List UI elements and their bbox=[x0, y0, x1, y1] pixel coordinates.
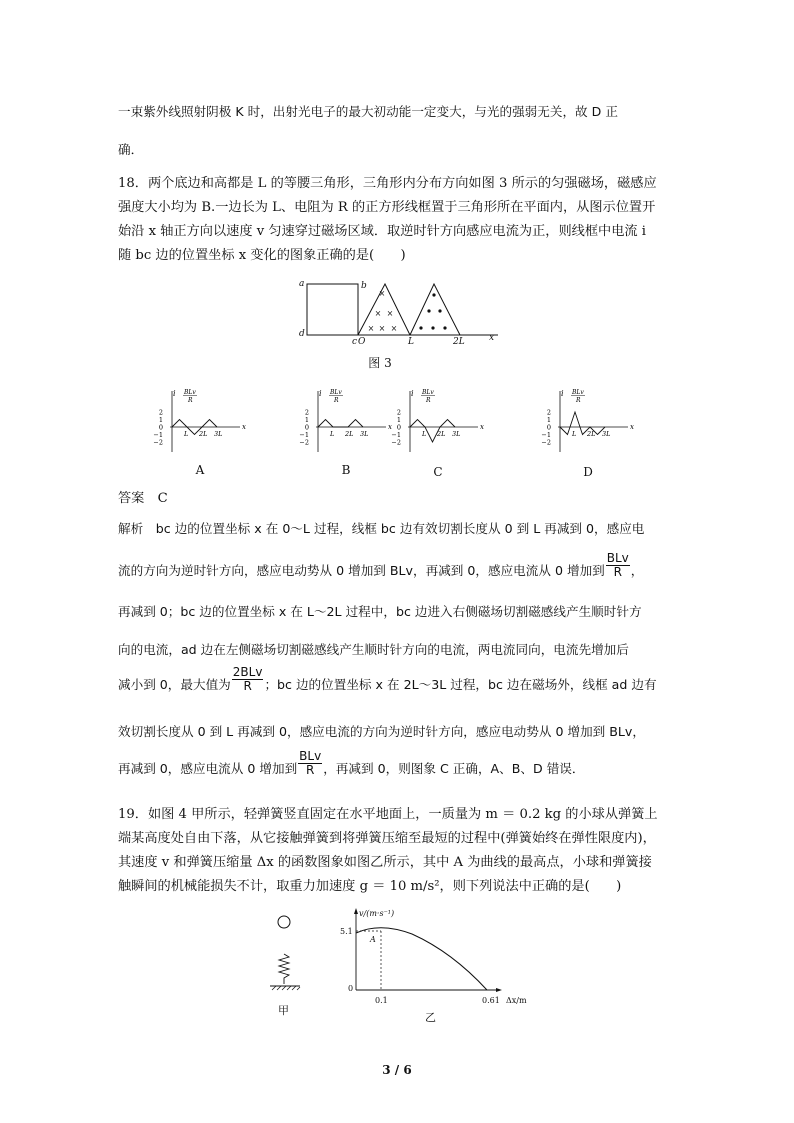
graph-C-ytick: 1 bbox=[396, 416, 401, 424]
graph-A-ytick: 0 bbox=[158, 423, 163, 432]
q18-line-3: 始沿 x 轴正方向以速度 v 匀速穿过磁场区域．取逆时针方向感应电流为正，则线框中电流 i bbox=[118, 224, 646, 239]
graph-C-unit-den: R bbox=[426, 397, 431, 404]
graph-A-xtick: L bbox=[184, 430, 189, 438]
analysis-text-5b: ；bc 边的位置坐标 x 在 2L～3L 过程，bc 边在磁场外，线框 ad 边有 bbox=[264, 677, 657, 692]
graph-D-unit-num: BLv bbox=[572, 389, 584, 396]
graph-C-xtick: 3L bbox=[452, 430, 461, 438]
field-out-of-page-dots bbox=[419, 293, 446, 329]
graph-B-ytick: 1 bbox=[304, 416, 309, 424]
label-b: b bbox=[361, 281, 367, 291]
analysis-line-6: 效切割长度从 0 到 L 再减到 0，感应电流的方向为逆时针方向，感应电动势从 0 增加到 BLv， bbox=[118, 724, 645, 739]
graph-C-ytick: −2 bbox=[391, 438, 401, 447]
q19-line-2: 端某高度处自由下落，从它接触弹簧到将弹簧压缩至最短的过程中(弹簧始终在弹性限度内)， bbox=[118, 831, 656, 846]
label-d: d bbox=[299, 329, 305, 339]
figure-3-caption: 图 3 bbox=[368, 356, 392, 370]
spring bbox=[279, 954, 289, 984]
graph-B-xtick: L bbox=[330, 430, 335, 438]
graph-B-ytick: 0 bbox=[304, 423, 309, 432]
graph-A-x-label: x bbox=[242, 423, 246, 431]
label-2L: 2L bbox=[453, 337, 465, 347]
q19-line-1: 19．如图 4 甲所示，轻弹簧竖直固定在水平地面上，一质量为 m ＝ 0.2 kg 的小球从弹簧上 bbox=[118, 807, 658, 822]
caption-yi: 乙 bbox=[425, 1011, 436, 1024]
option-c-label: C bbox=[433, 465, 443, 479]
ball bbox=[278, 916, 290, 928]
graph-B-unit-num: BLv bbox=[330, 389, 342, 396]
graph-C-xtick: 2L bbox=[437, 430, 446, 438]
label-x: x bbox=[489, 333, 495, 343]
svg-text:×: × bbox=[367, 324, 375, 333]
graph-B-ytick: −1 bbox=[299, 431, 309, 439]
graph-C-curve bbox=[410, 420, 455, 443]
analysis-line-1 bbox=[118, 518, 644, 537]
graph-C-ytick: −1 bbox=[391, 431, 401, 439]
q18-line-4: 随 bc 边的位置坐标 x 变化的图象正确的是( ) bbox=[118, 248, 406, 263]
caption-jia: 甲 bbox=[278, 1004, 289, 1017]
prev-answer-line-1: 一束紫外线照射阴极 K 时，出射光电子的最大初动能一定变大，与光的强弱无关，故 D 正 bbox=[118, 104, 618, 119]
svg-text:×: × bbox=[374, 309, 382, 318]
point-A: A bbox=[370, 935, 376, 944]
graph-B-xtick: 3L bbox=[360, 430, 369, 438]
square-frame bbox=[307, 284, 358, 335]
analysis-label: 解析 bbox=[118, 521, 144, 536]
svg-text:×: × bbox=[378, 324, 386, 333]
graph-D-ytick: 0 bbox=[546, 423, 551, 432]
tick-0-1: 0.1 bbox=[375, 996, 388, 1005]
analysis-line-2 bbox=[118, 551, 644, 579]
q19-line-4: 触瞬间的机械能损失不计，取重力加速度 g ＝ 10 m/s²，则下列说法中正确的是( ) bbox=[118, 879, 622, 894]
graph-B-xtick: 2L bbox=[345, 430, 354, 438]
figure-4-spring-graph bbox=[262, 906, 542, 1024]
field-into-page-crosses bbox=[368, 289, 398, 333]
label-a: a bbox=[299, 279, 305, 289]
option-a-label: A bbox=[195, 463, 205, 477]
graph-D-xtick: 2L bbox=[587, 430, 596, 438]
svg-text:×: × bbox=[378, 289, 386, 298]
tick-5-1: 5.1 bbox=[340, 927, 353, 936]
graph-A-ytick: −1 bbox=[153, 431, 163, 439]
graph-C-ytick: 0 bbox=[396, 423, 401, 432]
fraction-blv-r-2: $\frac{\text{BLv}}{R}$ bbox=[299, 749, 322, 777]
q19-line-3: 其速度 v 和弹簧压缩量 Δx 的函数图象如图乙所示，其中 A 为曲线的最高点，小球和弹簧接 bbox=[118, 855, 652, 870]
graph-C-ytick: 2 bbox=[396, 408, 401, 417]
fraction-blv-r-1: $\frac{\text{BLv}}{R}$ bbox=[606, 551, 629, 579]
graph-C-x-label: x bbox=[480, 423, 484, 431]
graph-C-unit-num: BLv bbox=[422, 389, 434, 396]
graph-D-ytick: −2 bbox=[541, 438, 551, 447]
origin-0: 0 bbox=[348, 984, 354, 993]
analysis-text-5a: 减小到 0，最大值为 bbox=[118, 677, 231, 692]
graph-A-unit-num: BLv bbox=[184, 389, 196, 396]
dx-axis-label: Δx/m bbox=[506, 996, 527, 1005]
label-c: c bbox=[352, 337, 358, 347]
graph-B-ytick: −2 bbox=[299, 438, 309, 447]
graph-B-curve bbox=[318, 420, 363, 428]
graph-B-x-label: x bbox=[388, 423, 392, 431]
prev-answer-line-2: 确． bbox=[118, 142, 144, 157]
label-L: L bbox=[408, 337, 414, 347]
right-triangle bbox=[410, 284, 460, 335]
svg-text:×: × bbox=[386, 309, 394, 318]
answer-line bbox=[118, 487, 168, 506]
graph-A-ytick: −2 bbox=[153, 438, 163, 447]
analysis-text-1: bc 边的位置坐标 x 在 0～L 过程，线框 bc 边有效切割长度从 0 到 L 再减到 0，感应电 bbox=[155, 521, 645, 536]
graph-D-x-label: x bbox=[630, 423, 634, 431]
analysis-text-7b: ，再减到 0，则图象 C 正确，A、B、D 错误． bbox=[323, 761, 585, 776]
v-axis-label: v/(m·s⁻¹) bbox=[359, 909, 395, 918]
figure-3-magnetic-field bbox=[296, 278, 506, 350]
graph-D-i-label: i bbox=[561, 389, 564, 398]
graph-D-ytick: 2 bbox=[546, 408, 551, 417]
graph-D-xtick: L bbox=[572, 430, 577, 438]
q18-line-2: 强度大小均为 B.一边长为 L、电阻为 R 的正方形线框置于三角形所在平面内，从图示位置开 bbox=[118, 200, 656, 215]
graph-D-curve bbox=[560, 412, 605, 435]
graph-A-xtick: 3L bbox=[214, 430, 223, 438]
analysis-line-4: 向的电流，ad 边在左侧磁场切割磁感线产生顺时针方向的电流，两电流同向，电流先增加后 bbox=[118, 642, 629, 657]
graph-D-ytick: 1 bbox=[546, 416, 551, 424]
graph-D-xtick: 3L bbox=[602, 430, 611, 438]
graph-A-ytick: 2 bbox=[158, 408, 163, 417]
graph-D-ytick: −1 bbox=[541, 431, 551, 439]
analysis-line-3: 再减到 0；bc 边的位置坐标 x 在 L～2L 过程中，bc 边进入右侧磁场切割磁感线产生顺时针方 bbox=[118, 604, 642, 619]
page-number: 3 / 6 bbox=[382, 1063, 412, 1077]
fraction-2blv-r: $\frac{\text{2BLv}}{R}$ bbox=[232, 665, 263, 693]
graph-D-unit-den: R bbox=[576, 397, 581, 404]
graph-C-i-label: i bbox=[411, 389, 414, 398]
graph-C-xtick: L bbox=[422, 430, 427, 438]
label-O: O bbox=[358, 337, 366, 347]
tick-0-61: 0.61 bbox=[482, 996, 500, 1005]
option-graphs bbox=[150, 380, 640, 480]
graph-A-unit-den: R bbox=[188, 397, 193, 404]
analysis-line-7 bbox=[118, 749, 585, 777]
analysis-text-2: 流的方向为逆时针方向，感应电动势从 0 增加到 BLv，再减到 0，感应电流从 0 增加到 bbox=[118, 563, 605, 578]
graph-A-ytick: 1 bbox=[158, 416, 163, 424]
option-b-label: B bbox=[341, 463, 351, 477]
graph-A-i-label: i bbox=[173, 389, 176, 398]
svg-text:×: × bbox=[390, 324, 398, 333]
graph-B-ytick: 2 bbox=[304, 408, 309, 417]
analysis-line-5 bbox=[118, 665, 657, 693]
answer-label: 答案 bbox=[118, 491, 145, 506]
option-d-label: D bbox=[583, 465, 593, 479]
answer-value: C bbox=[157, 491, 168, 506]
ground-hatch bbox=[272, 986, 300, 990]
graph-B-unit-den: R bbox=[334, 397, 339, 404]
graph-B-i-label: i bbox=[319, 389, 322, 398]
graph-A-xtick: 2L bbox=[199, 430, 208, 438]
analysis-text-2-tail: ， bbox=[630, 563, 644, 578]
analysis-text-7a: 再减到 0，感应电流从 0 增加到 bbox=[118, 761, 298, 776]
q18-line-1: 18．两个底边和高都是 L 的等腰三角形，三角形内分布方向如图 3 所示的匀强磁场，磁感应 bbox=[118, 176, 657, 191]
